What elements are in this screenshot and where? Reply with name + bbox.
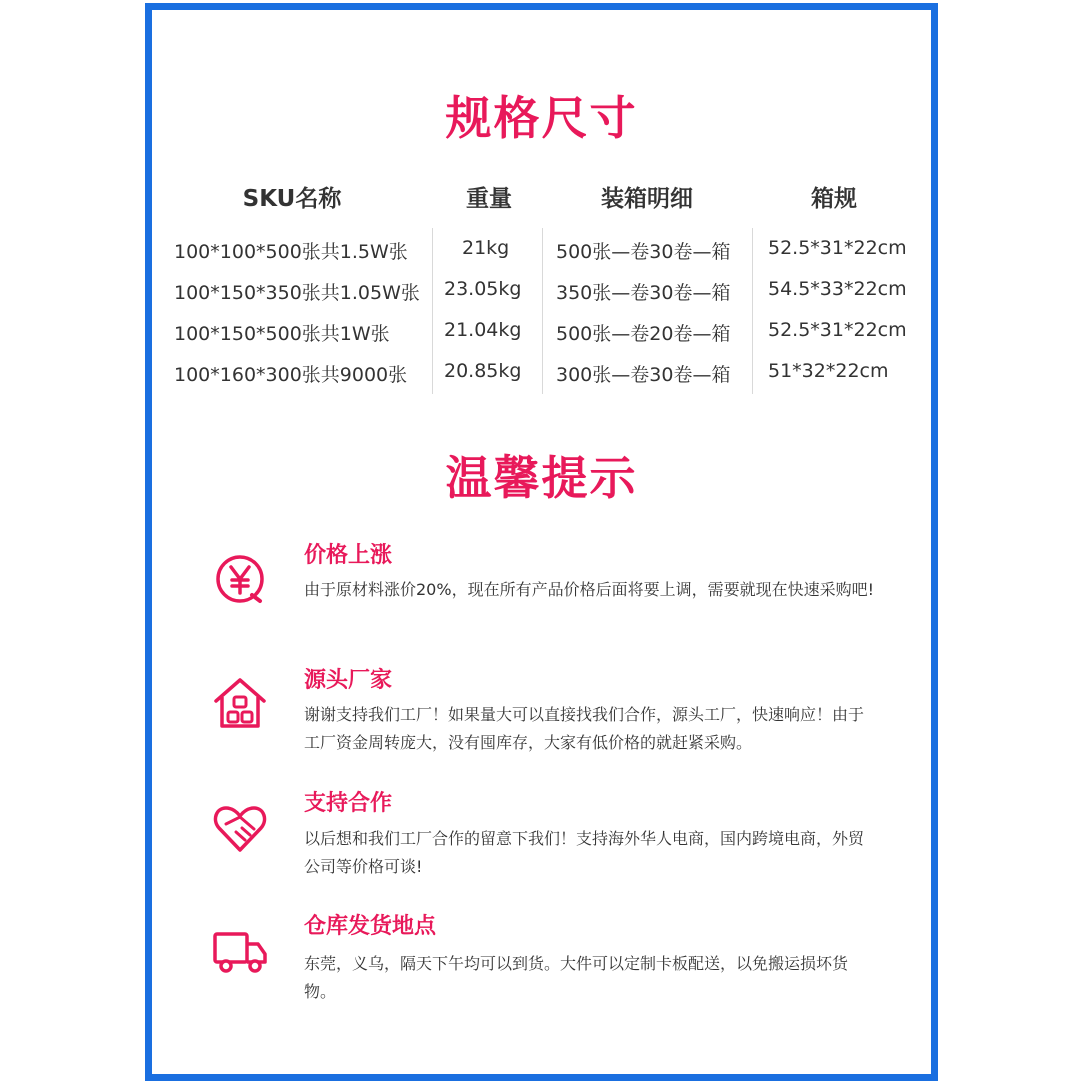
tip-text: 以后想和我们工厂合作的留意下我们！支持海外华人电商，国内跨境电商，外贸公司等价格可谈! <box>304 829 865 876</box>
spec-title: 规格尺寸 <box>445 91 638 145</box>
tip-title: 仓库发货地点 <box>304 914 437 939</box>
cell-weight: 21kg <box>462 237 510 259</box>
tip-text: 谢谢支持我们工厂！如果量大可以直接找我们合作，源头工厂，快速响应！由于工厂资金周转庞大，没有囤库存，大家有低价格的就赶紧采购。 <box>304 705 865 752</box>
yen-coin-icon <box>212 551 268 607</box>
table-divider <box>542 228 543 394</box>
col-header-packing: 装箱明细 <box>601 186 693 212</box>
table-divider <box>432 228 433 394</box>
cell-box: 54.5*33*22cm <box>768 278 907 300</box>
cell-box: 51*32*22cm <box>768 360 889 382</box>
tips-title: 温馨提示 <box>445 451 638 505</box>
cell-packing: 350张—卷30卷—箱 <box>556 282 731 304</box>
col-header-weight: 重量 <box>466 186 512 212</box>
cell-packing: 300张—卷30卷—箱 <box>556 364 731 386</box>
tip-title: 源头厂家 <box>304 668 393 693</box>
cell-box: 52.5*31*22cm <box>768 319 907 341</box>
tip-text: 由于原材料涨价20%，现在所有产品价格后面将要上调，需要就现在快速采购吧! <box>304 580 874 599</box>
house-icon <box>212 675 268 731</box>
cell-sku: 100*150*500张共1W张 <box>174 323 390 345</box>
table-divider <box>752 228 753 394</box>
cell-box: 52.5*31*22cm <box>768 237 907 259</box>
cell-packing: 500张—卷20卷—箱 <box>556 323 731 345</box>
tip-text: 东莞，义乌，隔天下午均可以到货。大件可以定制卡板配送，以免搬运损坏货物。 <box>304 954 849 1001</box>
cell-weight: 23.05kg <box>444 278 522 300</box>
cell-weight: 20.85kg <box>444 360 522 382</box>
col-header-sku: SKU名称 <box>242 186 342 212</box>
cell-sku: 100*160*300张共9000张 <box>174 364 408 386</box>
cell-weight: 21.04kg <box>444 319 522 341</box>
cell-packing: 500张—卷30卷—箱 <box>556 241 731 263</box>
truck-icon <box>212 922 268 978</box>
page-frame <box>145 3 938 1081</box>
tip-title: 支持合作 <box>304 791 393 816</box>
cell-sku: 100*150*350张共1.05W张 <box>174 282 420 304</box>
heart-handshake-icon <box>212 800 268 856</box>
col-header-box: 箱规 <box>811 186 857 212</box>
tip-title: 价格上涨 <box>304 543 393 568</box>
cell-sku: 100*100*500张共1.5W张 <box>174 241 408 263</box>
